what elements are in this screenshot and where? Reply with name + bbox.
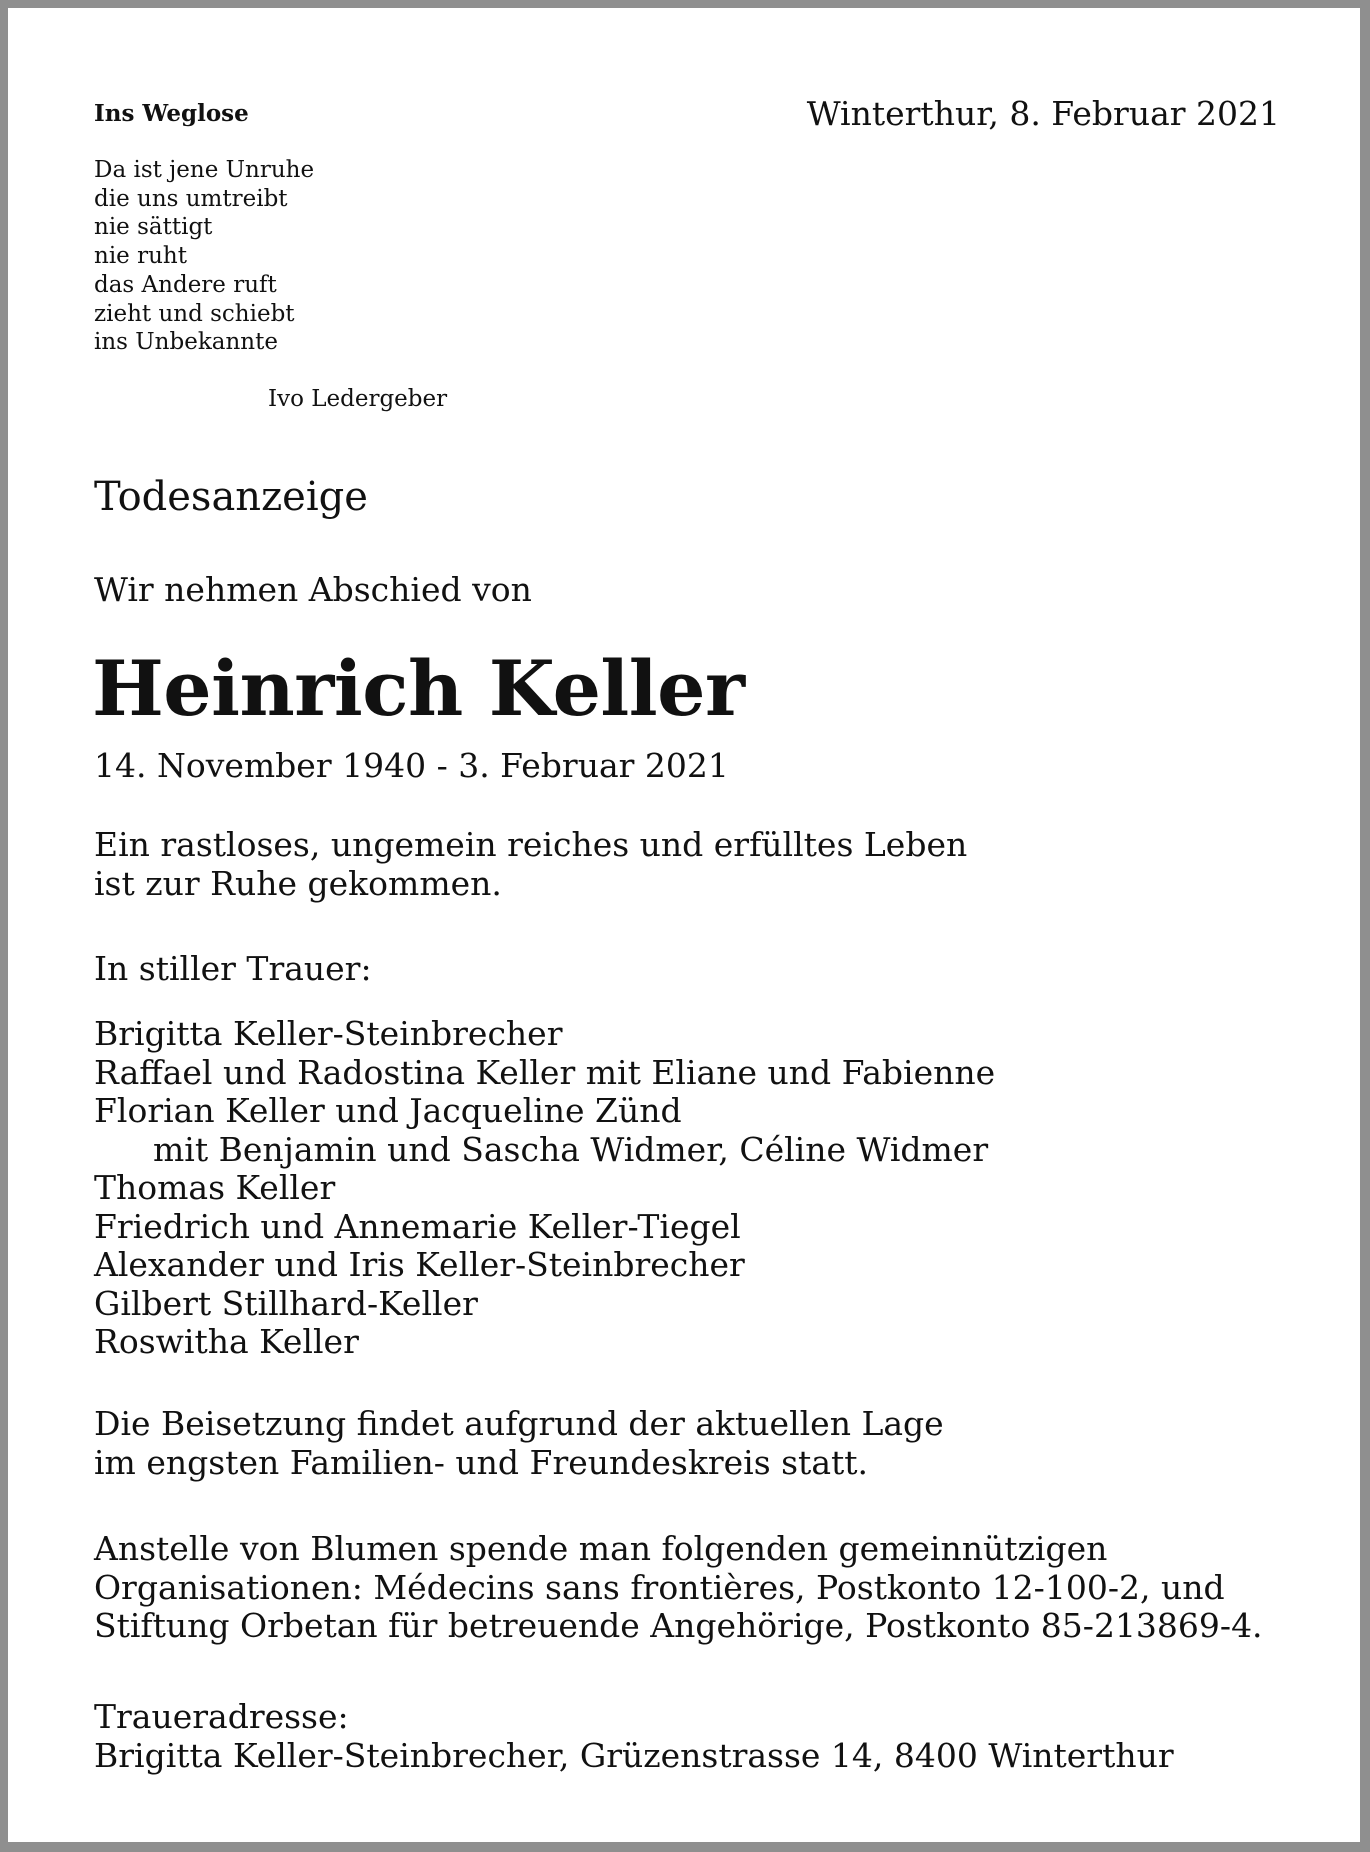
poem-line: nie sättigt	[94, 214, 213, 241]
mourner-entry-continued: mit Benjamin und Sascha Widmer, Céline Widmer	[153, 1129, 989, 1169]
notice-heading: Todesanzeige	[94, 474, 368, 520]
donation-notice	[94, 1530, 1263, 1646]
mourner-entry: Gilbert Stillhard-Keller	[94, 1283, 478, 1323]
burial-line: im engsten Familien- und Freundeskreis statt.	[94, 1442, 869, 1482]
mourner-entry: Brigitta Keller-Steinbrecher	[94, 1014, 563, 1053]
donation-line: Stiftung Orbetan für betreuende Angehörige, Postkonto 85-213869-4.	[94, 1606, 1263, 1645]
donation-line: Organisationen: Médecins sans frontières, Postkonto 12-100-2, und	[94, 1567, 1225, 1607]
tribute-line: ist zur Ruhe gekommen.	[94, 863, 502, 903]
burial-notice	[94, 1405, 944, 1482]
mourners-list	[94, 1015, 995, 1362]
mourning-address	[94, 1698, 1174, 1775]
poem-line: zieht und schiebt	[94, 300, 295, 327]
intro-text: Wir nehmen Abschied von	[94, 570, 532, 609]
mourner-entry: Thomas Keller	[94, 1168, 336, 1207]
tribute-text	[94, 826, 967, 903]
address-label: Traueradresse:	[94, 1697, 349, 1736]
poem-line: das Andere ruft	[94, 271, 277, 298]
poem-line: Da ist jene Unruhe	[94, 157, 315, 183]
deceased-name: Heinrich Keller	[92, 644, 745, 733]
mourning-label: In stiller Trauer:	[94, 949, 372, 988]
tribute-line: Ein rastloses, ungemein reiches und erfülltes Leben	[94, 825, 968, 864]
place-date: Winterthur, 8. Februar 2021	[806, 94, 1280, 133]
poem-author: Ivo Ledergeber	[268, 386, 448, 412]
mourner-entry: Alexander und Iris Keller-Steinbrecher	[94, 1245, 745, 1284]
poem-line: ins Unbekannte	[94, 329, 278, 356]
burial-line: Die Beisetzung findet aufgrund der aktuellen Lage	[94, 1404, 944, 1443]
donation-line: Anstelle von Blumen spende man folgenden gemeinnützigen	[94, 1529, 1108, 1568]
address-value: Brigitta Keller-Steinbrecher, Grüzenstrasse 14, 8400 Winterthur	[94, 1735, 1174, 1775]
poem-line: nie ruht	[94, 243, 187, 270]
mourner-entry: Florian Keller und Jacqueline Zünd	[94, 1091, 682, 1130]
lifespan: 14. November 1940 - 3. Februar 2021	[94, 746, 729, 785]
mourner-entry: Roswitha Keller	[94, 1322, 359, 1361]
poem-verse	[94, 156, 314, 357]
poem-title: Ins Weglose	[94, 100, 249, 127]
poem-line: die uns umtreibt	[94, 185, 288, 212]
document-page	[8, 8, 1360, 1842]
mourner-entry: Friedrich und Annemarie Keller-Tiegel	[94, 1206, 741, 1246]
mourner-entry: Raffael und Radostina Keller mit Eliane und Fabienne	[94, 1052, 996, 1092]
